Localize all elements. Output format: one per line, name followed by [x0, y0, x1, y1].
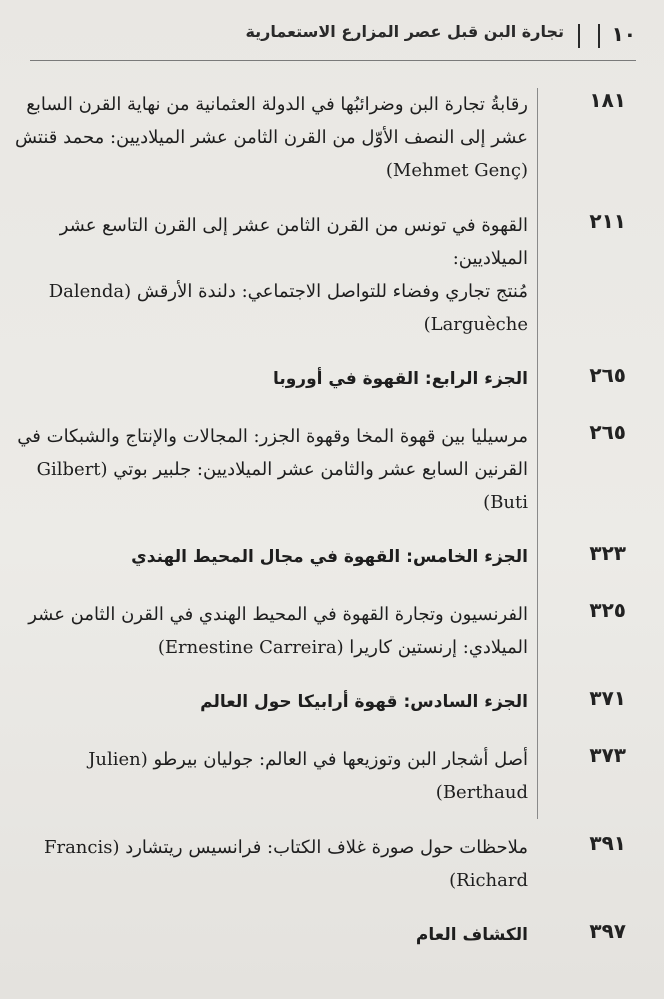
running-header [30, 8, 636, 68]
toc-title: الكشاف العام [415, 925, 528, 945]
toc-page-number: ٣٩٧ [589, 919, 626, 943]
toc-title: الفرنسيون وتجارة القهوة في المحيط الهندي في القرن الثامن عشر الميلادي: إرنستين كاريرا (Ernestine Carreira) [28, 604, 528, 658]
toc-title: الجزء الخامس: القهوة في مجال المحيط الهندي [131, 547, 528, 567]
toc-part-heading [0, 363, 626, 396]
toc-entry [0, 598, 626, 664]
header-divider [578, 24, 580, 48]
header-divider [598, 24, 600, 48]
toc-title: القهوة في تونس من القرن الثامن عشر إلى القرن التاسع عشر الميلاديين: مُنتج تجاري وفضاء للتواصل الاجتماعي: دلندة الأرقش (Dalenda Larguèche) [48, 215, 528, 335]
header-rule [30, 60, 636, 61]
toc-title: ملاحظات حول صورة غلاف الكتاب: فرانسيس ريتشارد (Francis Richard) [43, 837, 528, 891]
toc-part-heading [0, 541, 626, 574]
toc-title: مرسيليا بين قهوة المخا وقهوة الجزر: المجالات والإنتاج والشبكات في القرنين السابع عشر والثامن عشر الميلاديين: جلبير بوتي (Gilbert Buti) [17, 426, 528, 513]
toc-part-heading [0, 686, 626, 719]
toc-page-number: ٢٦٥ [589, 420, 626, 444]
toc-part-heading [0, 919, 626, 952]
toc-page-number: ٣٧٣ [589, 743, 626, 767]
running-title: تجارة البن قبل عصر المزارع الاستعمارية [245, 22, 564, 41]
page-number: ١٠ [611, 22, 636, 46]
toc-page-number: ٢٦٥ [589, 363, 626, 387]
toc-entry [0, 743, 626, 809]
toc-page-number: ٣٢٣ [589, 541, 626, 565]
toc-page-number: ٣٢٥ [589, 598, 626, 622]
toc-entry [0, 209, 626, 341]
toc-entry [0, 831, 626, 897]
toc-title: رقابةُ تجارة البن وضرائبُها في الدولة العثمانية من نهاية القرن السابع عشر إلى النصف الأوّل من القرن الثامن عشر الميلاديين: محمد قنتش (Mehmet Genç) [14, 94, 528, 181]
toc-title: أصل أشجار البن وتوزيعها في العالم: جوليان بيرطو (Julien Berthaud) [88, 749, 528, 803]
toc-page-number: ٣٧١ [589, 686, 626, 710]
toc-title: الجزء الرابع: القهوة في أوروبا [272, 369, 528, 389]
toc-page-number: ٣٩١ [589, 831, 626, 855]
toc-entry [0, 420, 626, 519]
toc-entry [0, 88, 626, 187]
table-of-contents [0, 88, 626, 976]
toc-page-number: ١٨١ [589, 88, 626, 112]
toc-title: الجزء السادس: قهوة أرابيكا حول العالم [200, 692, 528, 712]
toc-page-number: ٢١١ [589, 209, 626, 233]
